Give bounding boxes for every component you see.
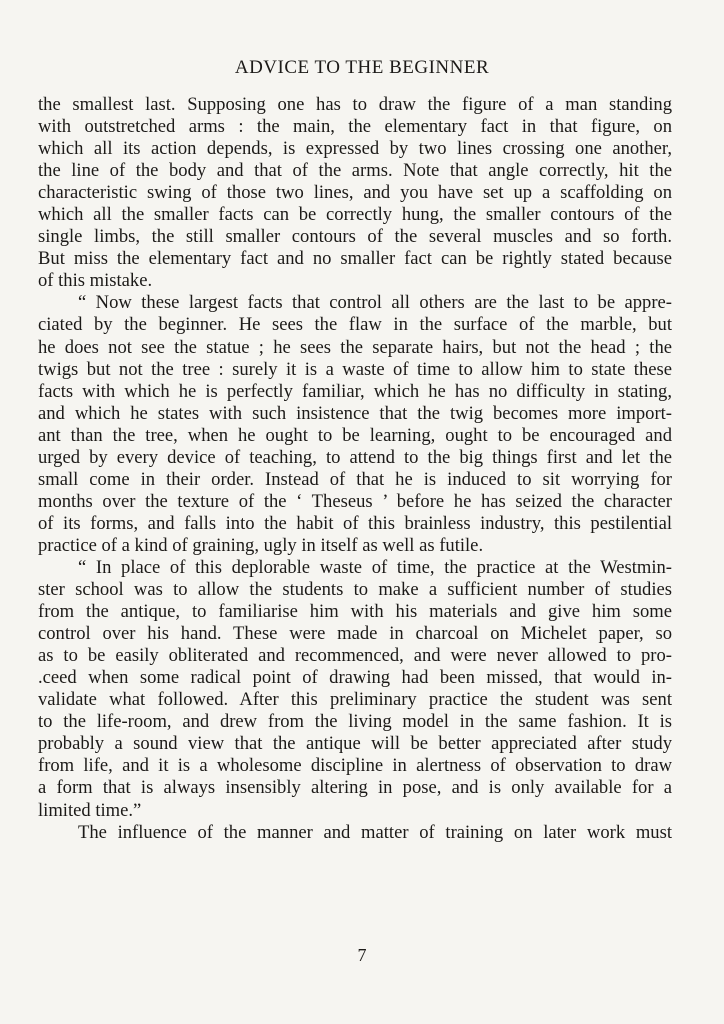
text-line: which all its action depends, is expressed by two lines crossing one another, [38,138,672,160]
text-line: validate what followed. After this preliminary practice the student was sent [38,689,672,711]
text-line: limited time.” [38,799,142,821]
text-line: ster school was to allow the students to make a sufficient number of studies [38,579,672,601]
text-line: characteristic swing of those two lines, and you have set up a scaffolding on [38,182,672,204]
text-line: “ Now these largest facts that control all others are the last to be appre- [78,292,672,314]
paragraph-2 [38,292,672,557]
text-line: a form that is always insensibly altering in pose, and is only available for a [38,777,672,799]
text-line: practice of a kind of graining, ugly in itself as well as futile. [38,534,484,556]
text-line: “ In place of this deplorable waste of time, the practice at the Westmin- [78,556,672,578]
text-line: ant than the tree, when he ought to be learning, ought to be encouraged and [38,424,672,446]
text-line: probably a sound view that the antique will be better appreciated after study [38,733,672,755]
paragraph-1 [38,94,672,292]
text-line: and which he states with such insistence that the twig becomes more import- [38,402,672,424]
text-line: which all the smaller facts can be correctly hung, the smaller contours of the [38,204,672,226]
text-line: of its forms, and falls into the habit of this brainless industry, this pestilential [38,512,672,534]
text-line: the line of the body and that of the arms. Note that angle correctly, hit the [38,160,672,182]
text-line: he does not see the statue ; he sees the separate hairs, but not the head ; the [38,336,672,358]
text-line: single limbs, the still smaller contours of the several muscles and so forth. [38,226,672,248]
text-line: ciated by the beginner. He sees the flaw in the surface of the marble, but [38,314,672,336]
text-line: facts with which he is perfectly familiar, which he has no difficulty in stating, [38,380,672,402]
running-head: ADVICE TO THE BEGINNER [234,57,490,78]
text-line: from the antique, to familiarise him with his materials and give him some [38,601,672,623]
text-line: of this mistake. [38,270,153,292]
text-line: to the life-room, and drew from the living model in the same fashion. It is [38,711,672,733]
text-line: control over his hand. These were made in charcoal on Michelet paper, so [38,623,672,645]
text-line: But miss the elementary fact and no smaller fact can be rightly stated because [38,248,672,270]
text-line: urged by every device of teaching, to attend to the big things first and let the [38,446,672,468]
text-line: twigs but not the tree : surely it is a waste of time to allow him to state these [38,358,672,380]
paragraph-4 [38,822,672,844]
text-line: .ceed when some radical point of drawing had been missed, that would in- [38,667,672,689]
text-line: as to be easily obliterated and recommenced, and were never allowed to pro- [38,645,672,667]
text-line: small come in their order. Instead of that he is induced to sit worrying for [38,468,672,490]
text-line: The influence of the manner and matter of training on later work must [78,821,672,843]
text-line: months over the texture of the ‘ Theseus ’ before he has seized the character [38,490,672,512]
text-line: from life, and it is a wholesome discipline in alertness of observation to draw [38,755,672,777]
page-number: 7 [357,945,367,965]
text-line: the smallest last. Supposing one has to draw the figure of a man standing [38,94,672,115]
body-text [38,94,672,844]
text-line: with outstretched arms : the main, the elementary fact in that figure, on [38,116,672,138]
paragraph-3 [38,557,672,822]
